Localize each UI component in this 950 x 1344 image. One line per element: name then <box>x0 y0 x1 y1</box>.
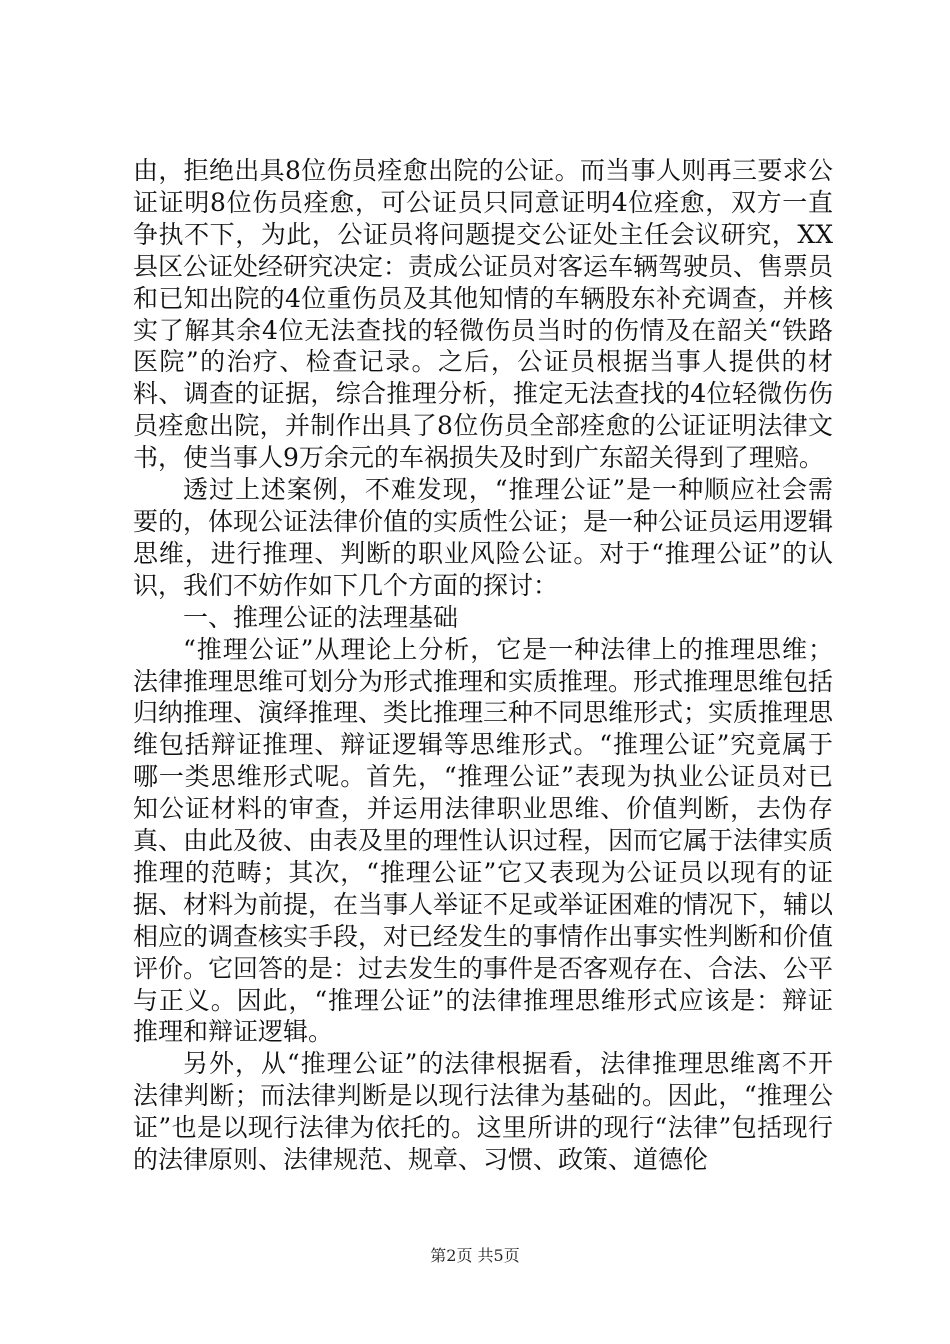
page-number-footer: 第2页 共5页 <box>430 1246 520 1265</box>
document-body <box>133 155 833 1176</box>
paragraph-theory: “推理公证”从理论上分析，它是一种法律上的推理思维；法律推理思维可划分为形式推理和实质推理。形式推理思维包括归纳推理、演绎推理、类比推理三种不同思维形式；实质推理思维包括辩证推理、辩证逻辑等思维形式。“推理公证”究竟属于哪一类思维形式呢。首先，“推理公证”表现为执业公证员对已知公证材料的审查，并运用法律职业思维、价值判断，去伪存真、由此及彼、由表及里的理性认识过程，因而它属于法律实质推理的范畴；其次，“推理公证”它又表现为公证员以现有的证据、材料为前提，在当事人举证不足或举证困难的情况下，辅以相应的调查核实手段，对已经发生的事情作出事实性判断和价值评价。它回答的是：过去发生的事件是否客观存在、合法、公平与正义。因此，“推理公证”的法律推理思维形式应该是：辩证推理和辩证逻辑。 <box>133 634 834 1047</box>
paragraph-case-continuation: 由，拒绝出具8位伤员痊愈出院的公证。而当事人则再三要求公证证明8位伤员痊愈，可公证员只同意证明4位痊愈，双方一直争执不下，为此，公证员将问题提交公证处主任会议研究，XX县区公证处经研究决定：责成公证员对客运车辆驾驶员、售票员和已知出院的4位重伤员及其他知情的车辆股东补充调查，并核实了解其余4位无法查找的轻微伤员当时的伤情及在韶关“铁路医院”的治疗、检查记录。之后，公证员根据当事人提供的材料、调查的证据，综合推理分析，推定无法查找的4位轻微伤伤员痊愈出院，并制作出具了8位伤员全部痊愈的公证证明法律文书，使当事人9万余元的车祸损失及时到广东韶关得到了理赔。 <box>133 156 834 473</box>
section-heading-legal-basis: 一、推理公证的法理基础 <box>183 602 459 632</box>
paragraph-legal-grounds: 另外，从“推理公证”的法律根据看，法律推理思维离不开法律判断；而法律判断是以现行法律为基础的。因此，“推理公证”也是以现行法律为依托的。这里所讲的现行“法律”包括现行的法律原则、法律规范、规章、习惯、政策、道德伦 <box>133 1049 833 1175</box>
paragraph-case-analysis: 透过上述案例，不难发现，“推理公证”是一种顺应社会需要的，体现公证法律价值的实质性公证；是一种公证员运用逻辑思维，进行推理、判断的职业风险公证。对于“推理公证”的认识，我们不妨作如下几个方面的探讨： <box>133 475 834 600</box>
